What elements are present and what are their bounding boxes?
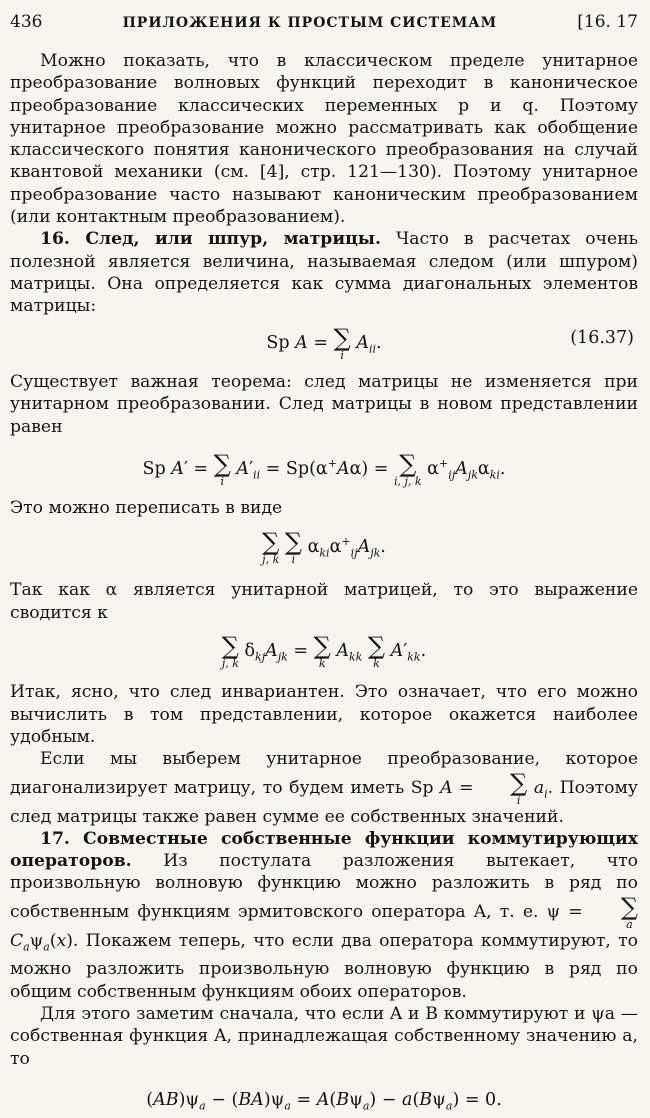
equation-commutation: $(AB)\psi_a - (BA)\psi_a = A(B\psi_a) - a(B\psi_a) = 0$. bbox=[146, 1089, 502, 1113]
running-title: ПРИЛОЖЕНИЯ К ПРОСТЫМ СИСТЕМАМ bbox=[122, 15, 498, 31]
equation-trace-definition: Sp A = ∑ i $A_{ii}$. (16.37) bbox=[266, 323, 634, 362]
diagonalize-conclusion: Поэтому след матрицы также равен сумме ее собственных значений. bbox=[10, 777, 638, 827]
book-page bbox=[10, 12, 638, 1118]
page-number: 436 bbox=[10, 12, 43, 32]
section-reference: [16. 17 bbox=[577, 12, 638, 32]
paragraph-commuting-operators: Для этого заметим сначала, что если A и B коммутируют и ψa — собственная функция A, принадлежащая собственному значению a, то bbox=[10, 1004, 638, 1069]
equation-trace-new-representation: Sp A′ = ∑ i $A'_{ii} = Sp(\alpha^+A\alpha)$ = ∑ i, j, k $\alpha^+_{ij}A_{jk}\alpha_{ki}$. bbox=[142, 449, 506, 488]
paragraph-diagonalize: Если мы выберем унитарное преобразование, которое диагонализирует матрицу, то будем иметь Sp A = ∑ i $a_i$. Поэтому след матрицы также равен сумме ее собственных значений. bbox=[10, 749, 638, 827]
section-17-title: 17. Совместные собственные функции коммутирующих операторов. bbox=[10, 828, 638, 872]
section-17-paragraph: 17. Совместные собственные функции коммутирующих операторов. Из постулата разложения вытекает, что произвольную волновую функцию можно разложить в ряд по собственным функциям эрмитовского оператора A, т. е. ψ = ∑ a $C_a\psi_a(x)$. Покажем теперь, что если два оператора коммутируют, то можно разложить произвольную волновую функцию в ряд по общим собственным функциям обоих операторов. bbox=[10, 828, 639, 1002]
section-17-text: Из постулата разложения вытекает, что произвольную волновую функцию можно разложить в ряд по собственным функциям эрмитовского оператора A, т. е. bbox=[10, 851, 639, 922]
equation-number-16-37: (16.37) bbox=[570, 327, 634, 348]
paragraph-unitary-classical-limit: Можно показать, что в классическом пределе унитарное преобразование волновых функций переходит в каноническое преобразование классических переменных p и q. Поэтому унитарное преобразование можно рассматривать как обобщение классического понятия канонического преобразования на случай квантовой механики (см. [4], стр. 121—130). Поэтому унитарное преобразование часто называют каноническим преобразованием (или контактным преобразованием). bbox=[10, 51, 638, 228]
paragraph-trace-theorem: Существует важная теорема: след матрицы не изменяется при унитарном преобразовании. След матрицы в новом представлении равен bbox=[10, 372, 638, 437]
section-16-text: Часто в расчетах очень полезной является величина, называемая следом (или шпуром) матрицы. Она определяется как сумма диагональных элементов матрицы: bbox=[10, 229, 639, 317]
section-16-title: 16. След, или шпур, матрицы. bbox=[40, 229, 381, 250]
diagonalize-text: Если мы выберем унитарное преобразование, которое диагонализирует матрицу, то будем иметь bbox=[10, 749, 638, 798]
paragraph-unitary-reduction: Так как α является унитарной матрицей, то это выражение сводится к bbox=[10, 580, 638, 623]
section-16-paragraph bbox=[10, 228, 638, 317]
equation-delta-reduction: ∑ j, k $\delta_{kj}A_{jk}$ = ∑ k $A_{kk}$ ∑ k $A'_{kk}$. bbox=[221, 631, 427, 670]
paragraph-trace-invariant: Итак, ясно, что след инвариантен. Это означает, что его можно вычислить в том представлении, которое окажется наиболее удобным. bbox=[10, 682, 638, 747]
page-header bbox=[10, 12, 638, 32]
section-17-continuation: Покажем теперь, что если два оператора коммутируют, то можно разложить произвольную волновую функцию в ряд по общим собственным функциям обоих операторов. bbox=[10, 930, 639, 1002]
equation-rewritten-sum: ∑ j, k ∑ i $\alpha_{ki}\alpha^+_{ij}A_{jk}$. bbox=[262, 527, 386, 566]
paragraph-rewrite: Это можно переписать в виде bbox=[10, 498, 283, 519]
